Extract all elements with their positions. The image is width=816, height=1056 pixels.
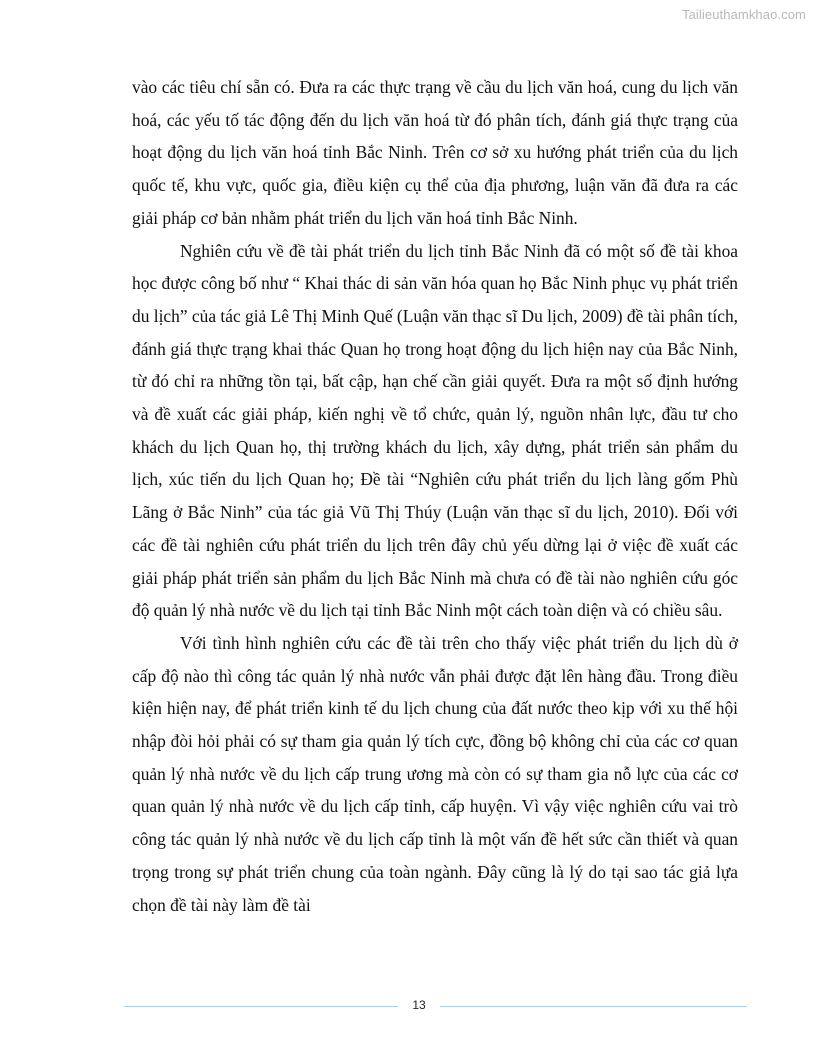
document-body bbox=[132, 71, 738, 921]
footer-rule-left bbox=[124, 1006, 398, 1007]
paragraph-continuation: vào các tiêu chí sẵn có. Đưa ra các thực trạng về cầu du lịch văn hoá, cung du lịch văn hoá, các yếu tố tác động đến du lịch văn hoá từ đó phân tích, đánh giá thực trạng của hoạt động du lịch văn hoá tỉnh Bắc Ninh. Trên cơ sở xu hướng phát triển của du lịch quốc tế, khu vực, quốc gia, điều kiện cụ thể của địa phương, luận văn đã đưa ra các giải pháp cơ bản nhằm phát triển du lịch văn hoá tỉnh Bắc Ninh. bbox=[132, 77, 738, 228]
watermark: Tailieuthamkhao.com bbox=[681, 7, 806, 22]
paragraph-research-gap: Với tình hình nghiên cứu các đề tài trên cho thấy việc phát triển du lịch dù ở cấp độ nào thì công tác quản lý nhà nước vẫn phải được đặt lên hàng đầu. Trong điều kiện hiện nay, để phát triển kinh tế du lịch chung của đất nước theo kịp với xu thế hội nhập đòi hỏi phải có sự tham gia quản lý tích cực, đồng bộ không chỉ của các cơ quan quản lý nhà nước về du lịch cấp trung ương mà còn có sự tham gia nỗ lực của các cơ quan quản lý nhà nước về du lịch cấp tỉnh, cấp huyện. Vì vậy việc nghiên cứu vai trò công tác quản lý nhà nước về du lịch cấp tỉnh là một vấn đề hết sức cần thiết và quan trọng trong sự phát triển chung của toàn ngành. Đây cũng là lý do tại sao tác giả lựa chọn đề tài này làm đề tài bbox=[132, 632, 738, 915]
page-number: 13 bbox=[412, 998, 426, 1012]
paragraph-prior-research: Nghiên cứu về đề tài phát triển du lịch tỉnh Bắc Ninh đã có một số đề tài khoa học được công bố như “ Khai thác di sản văn hóa quan họ Bắc Ninh phục vụ phát triển du lịch” của tác giả Lê Thị Minh Quế (Luận văn thạc sĩ Du lịch, 2009) đề tài phân tích, đánh giá thực trạng khai thác Quan họ trong hoạt động du lịch hiện nay của Bắc Ninh, từ đó chỉ ra những tồn tại, bất cập, hạn chế cần giải quyết. Đưa ra một số định hướng và đề xuất các giải pháp, kiến nghị về tổ chức, quản lý, nguồn nhân lực, đầu tư cho khách du lịch Quan họ, thị trường khách du lịch, xây dựng, phát triển sản phẩm du lịch, xúc tiến du lịch Quan họ; Đề tài “Nghiên cứu phát triển du lịch làng gốm Phù Lãng ở Bắc Ninh” của tác giả Vũ Thị Thúy (Luận văn thạc sĩ du lịch, 2010). Đối với các đề tài nghiên cứu phát triển du lịch trên đây chủ yếu dừng lại ở việc đề xuất các giải pháp phát triển sản phẩm du lịch Bắc Ninh mà chưa có đề tài nào nghiên cứu góc độ quản lý nhà nước về du lịch tại tỉnh Bắc Ninh một cách toàn diện và có chiều sâu. bbox=[132, 240, 738, 621]
footer-rule-right bbox=[440, 1006, 747, 1007]
